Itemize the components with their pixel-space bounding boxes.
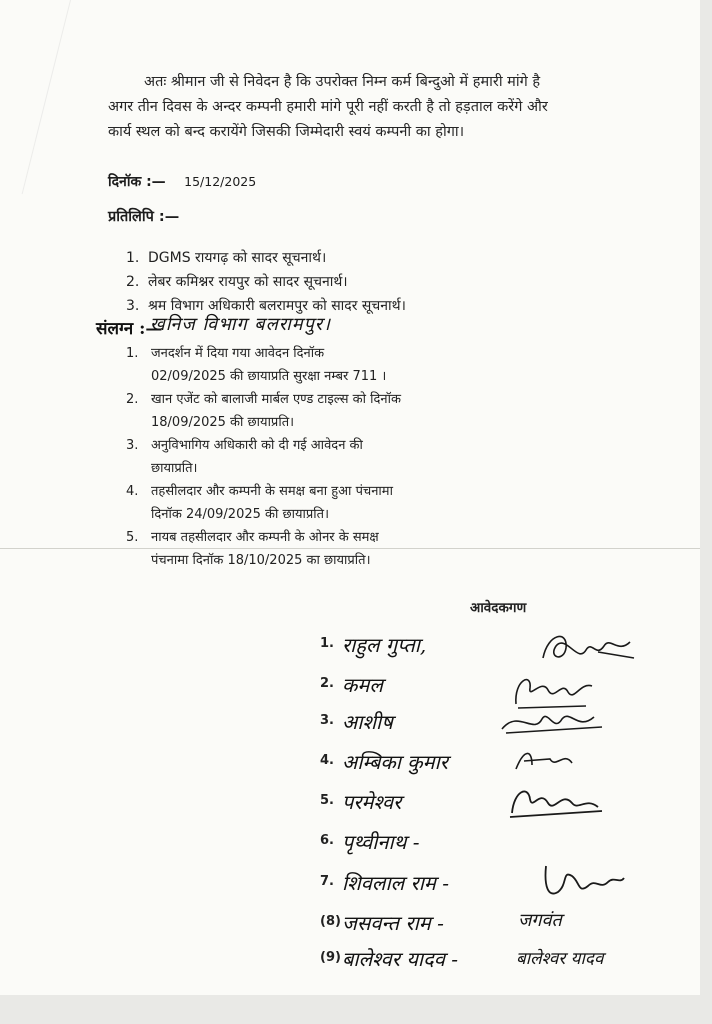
list-item: 1. जनदर्शन में दिया गया आवेदन दिनॉक 02/09/2025 की छायाप्रति सुरक्षा नम्बर 711 ।	[126, 346, 387, 384]
copy-to-list	[126, 246, 406, 318]
applicant-row: (9) बालेश्वर यादव - बालेश्वर यादव	[320, 947, 604, 971]
list-item: 2. खान एजेंट को बालाजी मार्बल एण्ड टाइल्स को दिनॉक 18/09/2025 की छायाप्रति।	[126, 392, 401, 430]
list-item: 3. श्रम विभाग अधिकारी बलरामपुर को सादर सूचनार्थ।	[126, 298, 406, 314]
date-line	[108, 172, 256, 191]
signature	[510, 743, 580, 777]
paragraph-line: अगर तीन दिवस के अन्दर कम्पनी हमारी मांगे पूरी नहीं करती है तो हड़ताल करेंगे और	[108, 99, 548, 115]
list-item: 2. लेबर कमिश्नर रायपुर को सादर सूचनार्थ।	[126, 274, 348, 290]
signature: बालेश्वर यादव	[516, 949, 604, 969]
paragraph-line: अतः श्रीमान जी से निवेदन है कि उपरोक्त निम्न कर्म बिन्दुओ में हमारी मांगे है	[144, 74, 541, 90]
date-label: दिनॉक :—	[108, 174, 166, 190]
applicant-row: 1. राहुल गुप्ता,	[320, 628, 640, 664]
applicant-row: 2. कमल	[320, 668, 640, 704]
signature: जगवंत	[518, 910, 562, 931]
list-item: 3. अनुविभागिय अधिकारी को दी गई आवेदन की छायाप्रति।	[126, 438, 363, 476]
applicant-row: 7. शिवलाल राम -	[320, 866, 640, 902]
applicant-row: 4. अम्बिका कुमार	[320, 745, 640, 781]
applicant-row: (8) जसवन्त राम - जगवंत	[320, 910, 562, 935]
applicants-heading: आवेदकगण	[470, 600, 527, 616]
paper-crease	[22, 0, 71, 194]
signature	[498, 705, 608, 739]
list-item: 5. नायब तहसीलदार और कम्पनी के ओनर के समक्ष पंचनामा दिनॉक 18/10/2025 का छायाप्रति।	[126, 530, 379, 568]
applicant-row: 5. परमेश्वर	[320, 785, 640, 821]
signature	[538, 628, 638, 668]
signature	[538, 856, 628, 904]
request-paragraph	[108, 70, 668, 145]
handwritten-addition: खनिज विभाग बलरामपुर।	[150, 314, 331, 335]
enclosure-list	[126, 343, 401, 573]
enclosure-heading: संलग्न :—	[96, 319, 163, 339]
paragraph-line: कार्य स्थल को बन्द करायेंगे जिसकी जिम्मेदारी स्वयं कम्पनी का होगा।	[108, 124, 465, 140]
applicant-row: 3. आशीष	[320, 705, 640, 741]
date-value: 15/12/2025	[184, 174, 257, 189]
copy-to-heading: प्रतिलिपि :—	[108, 209, 180, 225]
list-item: 4. तहसीलदार और कम्पनी के समक्ष बना हुआ पंचनामा दिनॉक 24/09/2025 की छायाप्रति।	[126, 484, 393, 522]
signature	[506, 781, 606, 821]
list-item: 1. DGMS रायगढ़ को सादर सूचनार्थ।	[126, 250, 327, 266]
applicant-row: 6. पृथ्वीनाथ -	[320, 830, 420, 854]
